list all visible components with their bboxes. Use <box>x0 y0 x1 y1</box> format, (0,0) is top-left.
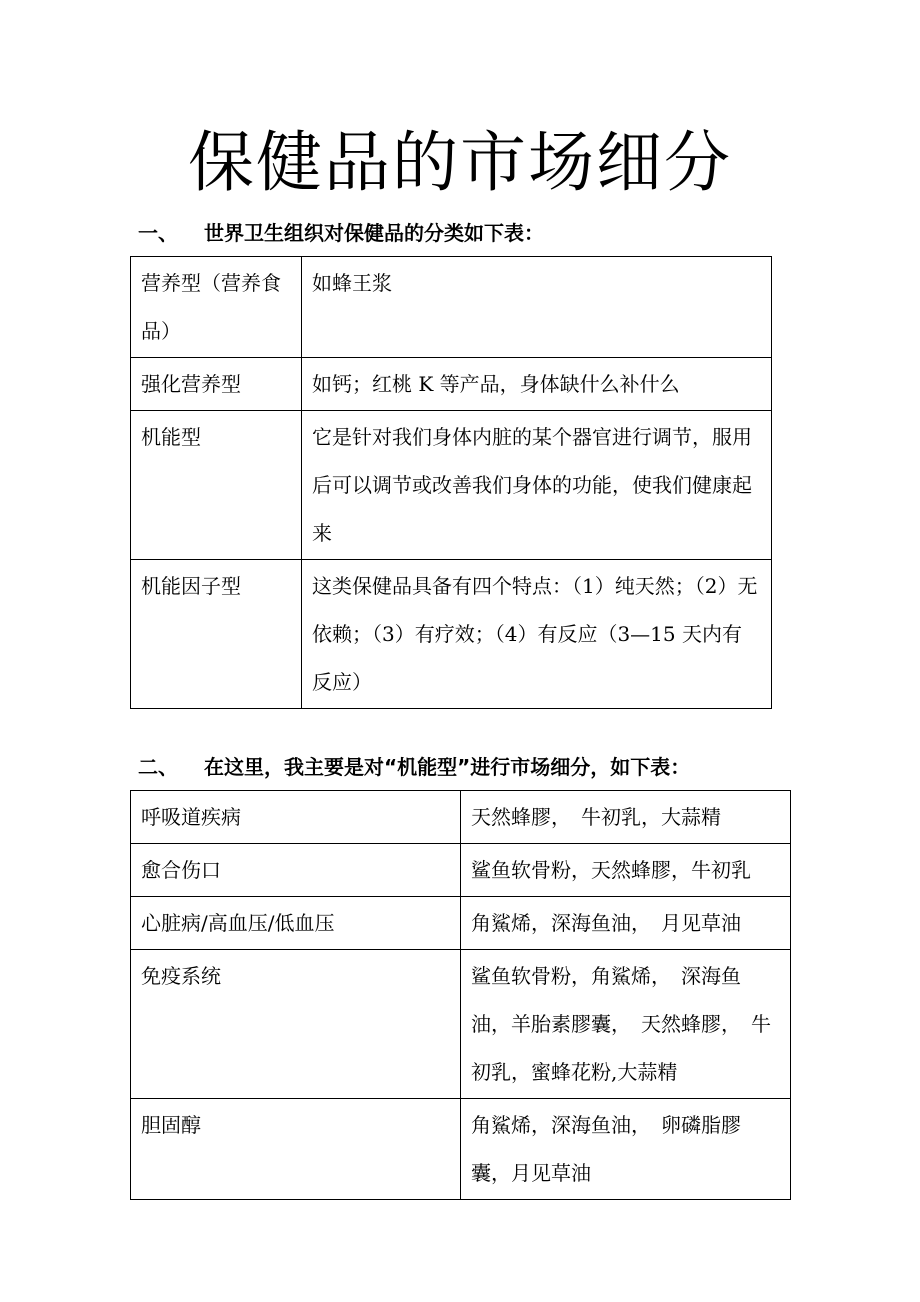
section1-number: 一、 <box>138 221 178 245</box>
table-row <box>131 950 791 1099</box>
section1-heading <box>138 218 544 248</box>
section2-heading-text: 在这里，我主要是对“机能型”进行市场细分，如下表： <box>204 755 691 779</box>
products-cell: 鲨鱼软骨粉，角鯊烯， 深海鱼油，羊胎素膠囊， 天然蜂膠， 牛初乳，蜜蜂花粉,大蒜精 <box>461 950 791 1099</box>
condition-cell: 心脏病/高血压/低血压 <box>131 897 461 950</box>
table-row <box>131 358 772 411</box>
condition-cell: 胆固醇 <box>131 1099 461 1200</box>
condition-cell: 呼吸道疾病 <box>131 791 461 844</box>
table-row <box>131 844 791 897</box>
desc-cell: 它是针对我们身体内脏的某个器官进行调节，服用后可以调节或改善我们身体的功能，使我们健康起来 <box>302 411 772 560</box>
products-cell: 鲨鱼软骨粉，天然蜂膠，牛初乳 <box>461 844 791 897</box>
table-row <box>131 1099 791 1200</box>
products-cell: 角鯊烯，深海鱼油， 卵磷脂膠囊，月见草油 <box>461 1099 791 1200</box>
condition-cell: 免疫系统 <box>131 950 461 1099</box>
table-row <box>131 411 772 560</box>
section2-heading <box>138 752 690 782</box>
table-row <box>131 791 791 844</box>
desc-cell: 如蜂王浆 <box>302 257 772 358</box>
page-title: 保健品的市场细分 <box>188 124 732 201</box>
table-row <box>131 257 772 358</box>
type-cell: 机能因子型 <box>131 560 302 709</box>
type-cell: 营养型（营养食品） <box>131 257 302 358</box>
table-row <box>131 897 791 950</box>
table-row <box>131 560 772 709</box>
section2-number: 二、 <box>138 755 178 779</box>
function-market-table <box>130 790 791 1200</box>
section1-heading-text: 世界卫生组织对保健品的分类如下表： <box>204 221 544 245</box>
condition-cell: 愈合伤口 <box>131 844 461 897</box>
desc-cell: 这类保健品具备有四个特点：（1）纯天然；（2）无依赖；（3）有疗效；（4）有反应（3—15 天内有反应） <box>302 560 772 709</box>
desc-cell: 如钙；红桃 K 等产品，身体缺什么补什么 <box>302 358 772 411</box>
type-cell: 机能型 <box>131 411 302 560</box>
products-cell: 角鯊烯，深海鱼油， 月见草油 <box>461 897 791 950</box>
type-cell: 强化营养型 <box>131 358 302 411</box>
products-cell: 天然蜂膠， 牛初乳，大蒜精 <box>461 791 791 844</box>
classification-table <box>130 256 772 709</box>
